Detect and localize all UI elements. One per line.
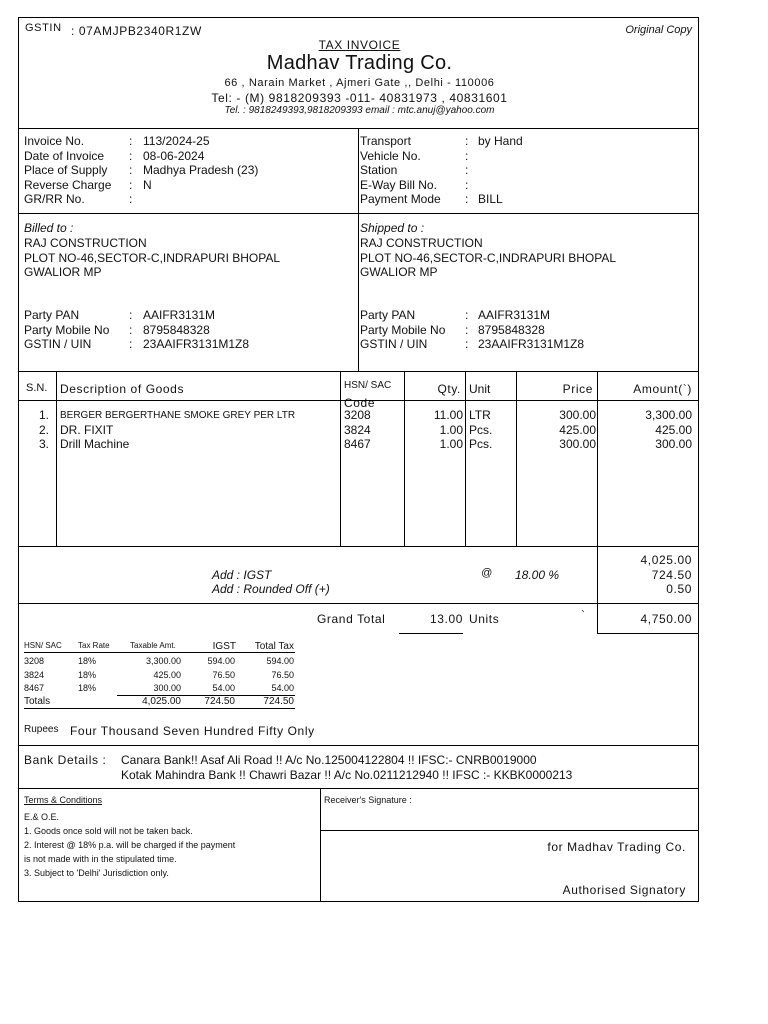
items-list [19, 408, 698, 452]
invoice-frame [18, 17, 699, 902]
tax-summary-rows [19, 655, 319, 696]
for-company-label: for Madhav Trading Co. [547, 840, 686, 854]
divider [19, 788, 698, 789]
company-address: 66 , Narain Market , Ajmeri Gate ,, Delhi - 110006 [224, 77, 495, 89]
bank-details [121, 753, 572, 782]
detail-label: GSTIN / UIN [360, 337, 428, 351]
tax-summary-bottom-rule [24, 708, 295, 709]
item-hsn: 3208 [344, 408, 371, 422]
billed-addr2: GWALIOR MP [24, 265, 102, 279]
rounded-off-amount: 0.50 [666, 582, 692, 596]
tax-header-rate: Tax Rate [78, 641, 110, 650]
terms-line: E.& O.E. [24, 812, 60, 822]
tax-header-taxable: Taxable Amt. [130, 641, 176, 650]
tax-taxable: 3,300.00 [145, 656, 181, 666]
invoice-date: 08-06-2024 [143, 148, 205, 163]
item-unit: LTR [469, 408, 491, 422]
bank-line-1: Canara Bank!! Asaf Ali Road !! A/c No.125004122804 !! IFSC:- CNRB0019000 [121, 753, 537, 767]
item-unit: Pcs. [469, 422, 493, 437]
shipped-gstin: 23AAIFR3131M1Z8 [478, 337, 585, 351]
invoice-info-right-labels [360, 134, 441, 207]
detail-label: GSTIN / UIN [24, 337, 92, 351]
terms-line: 3. Subject to 'Delhi' Jurisdiction only. [24, 868, 169, 878]
detail-label: Party PAN [24, 308, 80, 322]
col-header-hsn: HSN/ SAC [344, 380, 392, 391]
info-label: Payment Mode [360, 192, 441, 206]
rounded-off-label: Add : Rounded Off (+) [212, 582, 330, 596]
tax-totals-label: Totals [24, 696, 51, 707]
col-header-qty: Qty. [437, 382, 461, 396]
invoice-info-left-colons: : : : : : [129, 134, 133, 206]
doc-title: TAX INVOICE [318, 38, 401, 52]
column-divider [516, 371, 517, 546]
divider [19, 745, 698, 746]
igst-amount: 724.50 [651, 568, 692, 582]
grand-total-label: Grand Total [317, 612, 386, 626]
authorised-signatory-label: Authorised Signatory [562, 883, 686, 897]
grand-total-units: Units [469, 612, 500, 626]
shipped-details-colons: : : : [465, 308, 469, 351]
tax-header-igst: IGST [212, 641, 236, 652]
info-label: Transport [360, 134, 411, 148]
col-header-price: Price [562, 382, 593, 396]
billed-gstin: 23AAIFR3131M1Z8 [143, 337, 250, 351]
terms-line: 1. Goods once sold will not be taken back. [24, 826, 193, 836]
col-header-sn: S.N. [26, 382, 48, 394]
column-divider [340, 371, 341, 546]
tax-igst: 594.00 [207, 656, 235, 666]
column-divider [404, 371, 405, 546]
receiver-signature-label: Receiver's Signature : [324, 795, 412, 805]
tax-row [19, 682, 319, 696]
item-description: Drill Machine [60, 437, 130, 451]
tax-rate: 18% [78, 669, 97, 680]
billed-to-address [24, 236, 280, 280]
tax-rate: 18% [78, 683, 97, 693]
item-amount: 300.00 [655, 437, 692, 451]
tax-rate: 18% [78, 656, 97, 666]
billed-addr1: PLOT NO-46,SECTOR-C,INDRAPURI BHOPAL [24, 250, 281, 265]
company-tel: Tel: - (M) 9818209393 -011- 40831973 , 40831601 [211, 91, 508, 105]
tax-igst: 76.50 [212, 669, 235, 680]
igst-at: @ [481, 567, 493, 579]
invoice-number: 113/2024-25 [143, 134, 210, 148]
shipped-to-title: Shipped to : [360, 221, 425, 235]
tax-totals-igst: 724.50 [204, 696, 235, 707]
copy-label: Original Copy [625, 24, 692, 36]
column-divider [358, 128, 359, 371]
vehicle-number [478, 149, 523, 164]
tax-totals-total: 724.50 [263, 696, 294, 707]
tax-taxable: 300.00 [153, 683, 181, 693]
station [478, 163, 523, 178]
tax-totals-taxable: 4,025.00 [142, 696, 181, 707]
terms-line: 2. Interest @ 18% p.a. will be charged if the payment [24, 840, 236, 850]
igst-rate: 18.00 % [515, 568, 560, 582]
item-price: 300.00 [559, 437, 596, 451]
gstin-label: GSTIN [25, 22, 62, 34]
terms-line: is not made with in the stipulated time. [24, 854, 177, 864]
amount-underline [597, 633, 698, 634]
billed-pan: AAIFR3131M [143, 308, 216, 322]
igst-label: Add : IGST [212, 568, 272, 582]
tax-hsn: 3824 [24, 669, 45, 680]
item-price: 300.00 [559, 408, 596, 422]
column-divider [56, 371, 57, 546]
billed-details-labels [24, 308, 109, 352]
item-sn: 2. [38, 422, 49, 437]
table-header-divider [19, 400, 698, 401]
subtotal-amount: 4,025.00 [640, 553, 692, 567]
shipped-to-address [360, 236, 616, 280]
info-label: Invoice No. [24, 134, 85, 148]
tax-row [19, 669, 319, 683]
signature-divider [320, 830, 698, 831]
payment-mode: BILL [478, 192, 503, 206]
invoice-info-right-colons: : : : : : [465, 134, 469, 206]
info-label: Reverse Charge [24, 177, 112, 192]
item-amount: 3,300.00 [645, 408, 692, 422]
detail-label: Party Mobile No [24, 322, 110, 337]
info-label: E-Way Bill No. [360, 177, 437, 192]
shipped-pan: AAIFR3131M [478, 308, 551, 322]
tax-header-total: Total Tax [254, 641, 294, 652]
col-header-unit: Unit [469, 382, 491, 396]
terms-list [24, 810, 235, 880]
tax-taxable: 425.00 [153, 669, 181, 680]
gstin-value: : 07AMJPB2340R1ZW [71, 24, 202, 38]
info-label: Station [360, 163, 398, 177]
billed-details-colons: : : : [129, 308, 133, 351]
transport: by Hand [478, 134, 523, 148]
item-price: 425.00 [559, 422, 596, 437]
invoice-info-left-labels [24, 134, 111, 207]
grand-total-amount: 4,750.00 [640, 612, 692, 626]
info-label: Place of Supply [24, 163, 108, 177]
shipped-name: RAJ CONSTRUCTION [360, 236, 483, 250]
shipped-addr1: PLOT NO-46,SECTOR-C,INDRAPURI BHOPAL [360, 250, 617, 265]
col-header-hsn-code: Code [344, 396, 376, 410]
grand-total-qty: 13.00 [429, 612, 463, 626]
tax-header-hsn: HSN/ SAC [24, 641, 62, 650]
divider [19, 546, 698, 547]
col-header-amount: Amount(`) [633, 382, 692, 396]
company-name: Madhav Trading Co. [266, 52, 453, 74]
shipped-details-values [478, 308, 584, 352]
gr-rr-number [143, 192, 258, 207]
reverse-charge: N [143, 177, 152, 192]
item-description: BERGER BERGERTHANE SMOKE GREY PER LTR [60, 410, 296, 421]
item-amount: 425.00 [655, 422, 692, 437]
divider [19, 213, 698, 214]
divider [19, 603, 698, 604]
info-label: Date of Invoice [24, 148, 105, 163]
company-tel-email: Tel. : 9818249393,9818209393 email : mtc.anuj@yahoo.com [224, 105, 495, 116]
detail-label: Party Mobile No [360, 322, 446, 337]
qty-underline [399, 633, 463, 634]
table-row [19, 423, 698, 438]
tax-total: 54.00 [271, 683, 294, 693]
column-divider [465, 371, 466, 546]
item-sn: 1. [38, 408, 49, 422]
billed-details-values [143, 308, 249, 352]
tax-igst: 54.00 [212, 683, 235, 693]
rupees-label: Rupees [24, 724, 59, 735]
tax-row [19, 655, 319, 669]
item-qty: 1.00 [439, 437, 463, 451]
currency-mark: ` [581, 608, 585, 622]
item-hsn: 8467 [344, 437, 371, 451]
eway-bill-number [478, 178, 523, 193]
bank-line-2: Kotak Mahindra Bank !! Chawri Bazar !! A/c No.0211212940 !! IFSC :- KKBK0000213 [121, 767, 573, 782]
shipped-addr2: GWALIOR MP [360, 265, 438, 279]
item-sn: 3. [38, 437, 49, 451]
amount-in-words: Four Thousand Seven Hundred Fifty Only [70, 724, 315, 738]
shipped-details-labels [360, 308, 445, 352]
table-row [19, 408, 698, 423]
billed-mobile: 8795848328 [143, 322, 210, 337]
billed-name: RAJ CONSTRUCTION [24, 236, 147, 250]
item-qty: 1.00 [439, 422, 463, 437]
tax-hsn: 3208 [24, 656, 45, 666]
item-unit: Pcs. [469, 437, 493, 451]
col-header-description: Description of Goods [60, 382, 185, 396]
tax-total: 76.50 [271, 669, 294, 680]
item-qty: 11.00 [433, 408, 463, 422]
info-label: Vehicle No. [360, 148, 421, 163]
invoice-info-right-values [478, 134, 523, 207]
tax-hsn: 8467 [24, 683, 45, 693]
tax-header-divider [24, 652, 295, 653]
billed-to-title: Billed to : [24, 221, 74, 235]
invoice-info-left-values [143, 134, 258, 207]
shipped-mobile: 8795848328 [478, 322, 545, 337]
detail-label: Party PAN [360, 308, 416, 322]
info-label: GR/RR No. [24, 192, 85, 206]
place-of-supply: Madhya Pradesh (23) [143, 163, 259, 177]
bank-details-label: Bank Details : [24, 753, 107, 767]
terms-title: Terms & Conditions [24, 795, 103, 805]
item-hsn: 3824 [344, 422, 371, 437]
item-description: DR. FIXIT [60, 422, 114, 437]
tax-total: 594.00 [266, 656, 294, 666]
table-row [19, 437, 698, 452]
